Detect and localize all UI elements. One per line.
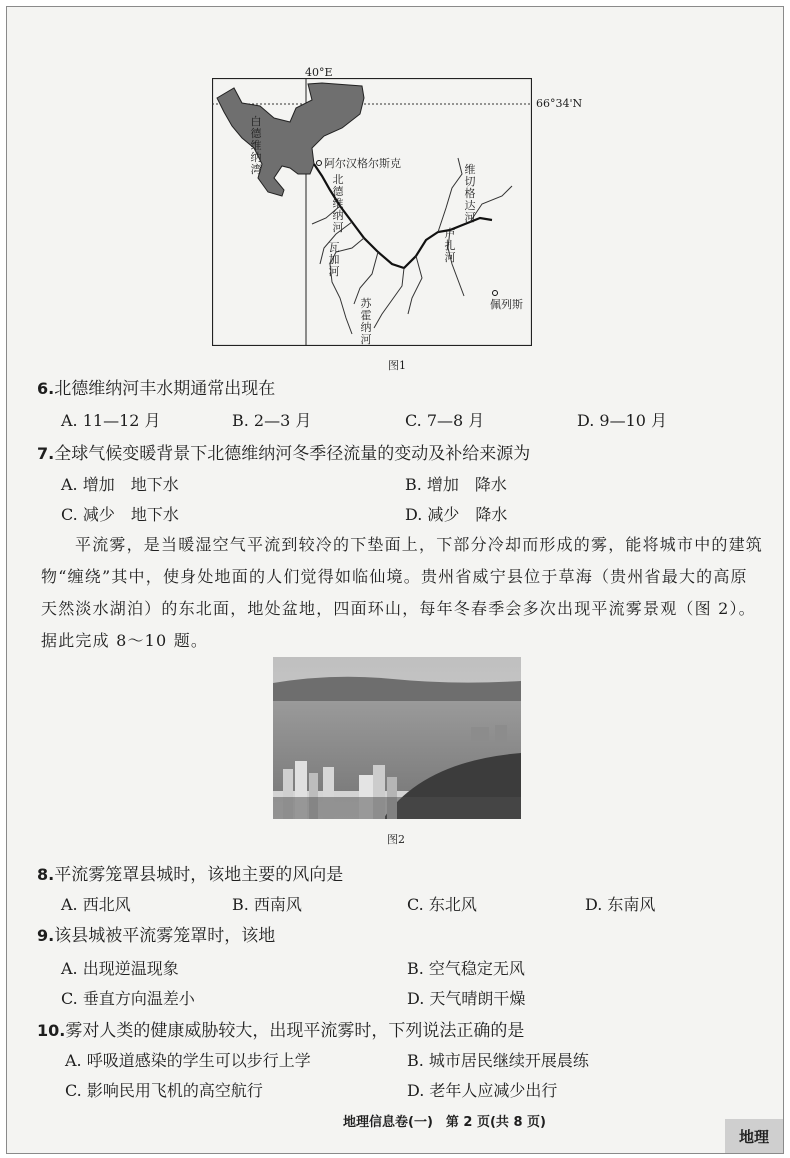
question-6-number: 6. [37,379,55,398]
question-10-text: 雾对人类的健康威胁较大，出现平流雾时，下列说法正确的是 [65,1021,525,1041]
river-vychegda-label: 维切格达河 [464,163,476,224]
fog-photo-svg [273,657,521,819]
question-7-number: 7. [37,444,55,463]
q9-option-d: D. 天气晴朗干燥 [407,989,526,1008]
river-sukhona-label: 苏霍纳河 [360,297,372,346]
q10-option-c: C. 影响民用飞机的高空航行 [65,1081,263,1100]
q6-option-b: B. 2—3 月 [232,411,312,430]
q8-option-c: C. 东北风 [407,895,477,914]
q9-option-b: B. 空气稳定无风 [407,959,525,978]
question-9-text: 该县城被平流雾笼罩时，该地 [54,926,276,946]
page-footer: 地理信息卷(一) 第 2 页(共 8 页) [343,1115,546,1130]
q9-option-a: A. 出现逆温现象 [61,959,179,978]
figure-1-caption: 图1 [388,359,406,372]
sea-label: 白德维纳湾 [250,115,262,176]
exam-page [6,6,784,1154]
river-north-dvina-label: 北德维纳河 [332,173,344,234]
q7-option-b: B. 增加 降水 [405,475,507,494]
q7-option-d: D. 减少 降水 [405,505,508,524]
q10-option-b: B. 城市居民继续开展晨练 [407,1051,589,1070]
city-peres: 佩列斯 [490,298,523,311]
question-7 [37,443,530,465]
q6-option-c: C. 7—8 月 [405,411,485,430]
question-8-number: 8. [37,865,55,884]
figure-2-caption: 图2 [387,833,405,846]
question-8-text: 平流雾笼罩县城时，该地主要的风向是 [54,865,344,885]
figure-1-map [212,66,583,346]
q7-option-c: C. 减少 地下水 [61,505,179,524]
city-arkhangelsk: 阿尔汉格尔斯克 [324,157,401,170]
q8-option-d: D. 东南风 [585,895,656,914]
q6-option-a: A. 11—12 月 [61,411,161,430]
q8-option-a: A. 西北风 [61,895,131,914]
subject-tag: 地理 [725,1119,783,1153]
question-10 [37,1020,524,1042]
passage-text: 平流雾，是当暖湿空气平流到较冷的下垫面上，下部分冷却而形成的雾，能将城市中的建筑物“缠绕”其中，使身处地面的人们觉得如临仙境。贵州省威宁县位于草海（贵州省最大的高原天然淡水湖泊）的东北面，地处盆地，四面环山，每年冬春季会多次出现平流雾景观（图 2）。据此完成 8～10 题。 [41,535,764,650]
question-10-number: 10. [37,1021,66,1040]
q10-option-a: A. 呼吸道感染的学生可以步行上学 [65,1051,311,1070]
question-7-text: 全球气候变暖背景下北德维纳河冬季径流量的变动及补给来源为 [54,444,531,464]
question-6-text: 北德维纳河丰水期通常出现在 [54,379,276,399]
q8-option-b: B. 西南风 [232,895,302,914]
q6-option-d: D. 9—10 月 [577,411,668,430]
question-6 [37,378,275,400]
question-9-number: 9. [37,926,55,945]
river-luza-label: 卢扎河 [444,227,456,264]
latitude-label: 66°34'N [536,97,583,110]
q10-option-d: D. 老年人应减少出行 [407,1081,558,1100]
q7-option-a: A. 增加 地下水 [61,475,179,494]
longitude-label: 40°E [305,66,333,79]
river-vaga-label: 瓦加河 [328,241,340,278]
question-8 [37,864,343,886]
q9-option-c: C. 垂直方向温差小 [61,989,195,1008]
question-9 [37,925,275,947]
figure-2-photo [273,657,521,819]
